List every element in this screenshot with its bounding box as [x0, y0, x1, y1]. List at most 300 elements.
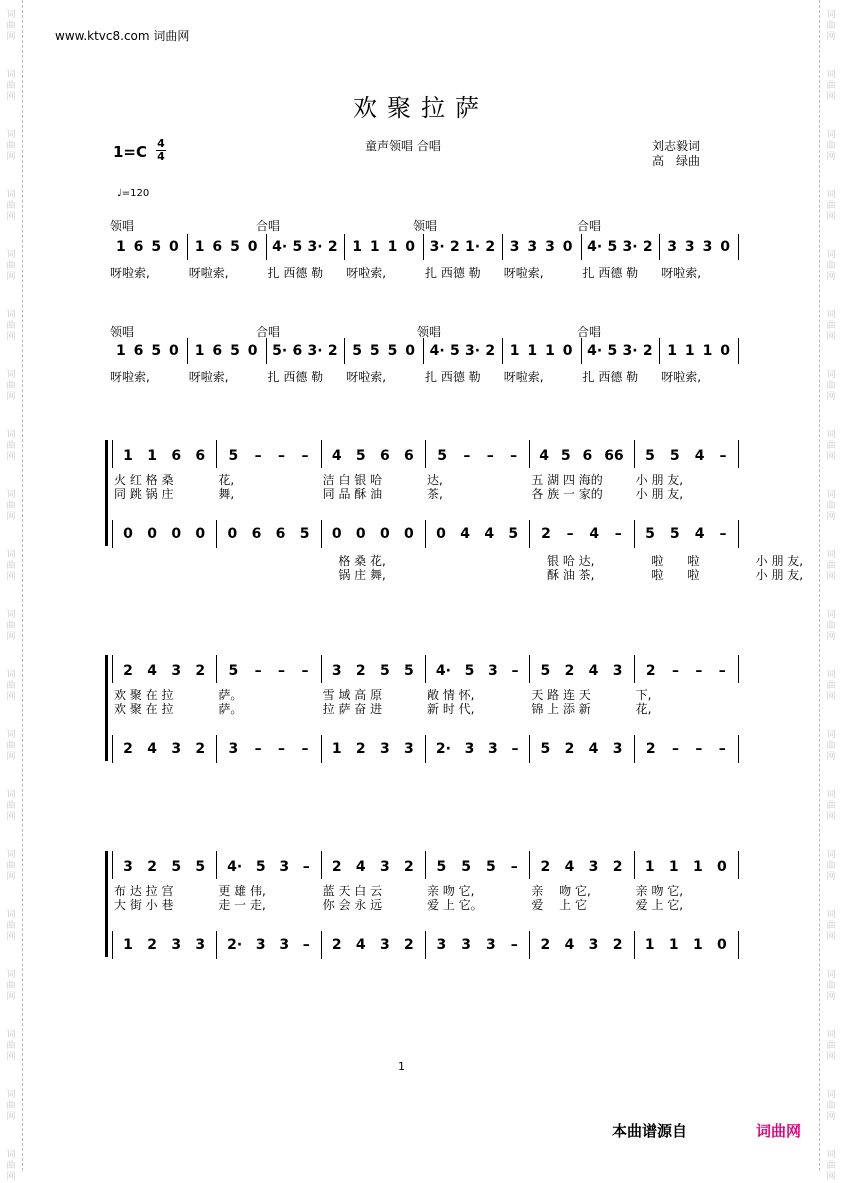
barline	[321, 735, 322, 763]
note: 1	[194, 239, 205, 255]
note: 2	[331, 937, 342, 953]
note: 0	[405, 239, 416, 255]
note: 4	[564, 859, 575, 875]
note: 3	[588, 859, 599, 875]
section-label: 合唱	[256, 325, 281, 339]
note: 0	[720, 239, 731, 255]
barline	[529, 931, 530, 959]
footer-source-site[interactable]: 词曲网	[756, 1122, 802, 1140]
barline	[425, 931, 426, 959]
lyric-segment: 呀啦索,	[188, 266, 229, 280]
measure	[220, 739, 316, 759]
note: 3	[509, 239, 520, 255]
note: 1	[194, 343, 205, 359]
note: 0	[379, 526, 390, 542]
watermark-glyphs: 词 曲 网	[826, 430, 836, 462]
note: 0	[404, 526, 414, 542]
note: 5	[540, 741, 551, 757]
note: 5	[508, 526, 519, 542]
key-signature: 1=C	[113, 143, 148, 161]
note: –	[302, 859, 310, 875]
note: 4·	[587, 343, 603, 359]
lyric-segment: 欢 聚 在 拉	[114, 688, 174, 702]
lyric-segment: 爱 上 它。	[427, 898, 483, 912]
note: 3	[612, 663, 623, 679]
note: 0	[169, 239, 179, 255]
note: 3	[436, 937, 447, 953]
barline	[738, 234, 739, 260]
lyric-segment: 小 朋 友,	[755, 554, 804, 568]
note: 6	[171, 448, 182, 464]
note: 1	[331, 741, 342, 757]
measure	[220, 935, 316, 955]
page-number: 1	[398, 1060, 405, 1073]
barline	[216, 440, 217, 468]
watermark-glyphs: 词 曲 网	[826, 370, 836, 402]
note: –	[302, 937, 310, 953]
watermark-glyphs: 词 曲 网	[6, 1150, 16, 1182]
measure	[638, 524, 734, 544]
measure	[220, 857, 316, 877]
barline	[216, 655, 217, 683]
lyric-segment: 你 会 永 远	[322, 898, 383, 912]
note: 4	[147, 663, 157, 679]
lyric-segment: 萨。	[218, 702, 243, 716]
lyric-segment: 呀啦索,	[110, 370, 150, 384]
watermark-glyphs: 词 曲 网	[826, 1090, 836, 1122]
watermark-glyphs: 词 曲 网	[826, 670, 836, 702]
barline	[529, 735, 530, 763]
lyric-segment: 呀啦索,	[346, 370, 387, 384]
measure	[220, 661, 316, 681]
watermark-glyphs: 词 曲 网	[6, 130, 16, 162]
note: 2	[645, 741, 656, 757]
measure	[533, 661, 629, 681]
lyric-segment: 酥 油 茶,	[547, 568, 595, 582]
note: 2	[485, 239, 496, 255]
note: 5	[228, 448, 239, 464]
note: 5	[607, 343, 618, 359]
lyric-segment: 啦 啦	[651, 554, 700, 568]
note: 3	[684, 239, 695, 255]
watermark-glyphs: 词 曲 网	[6, 10, 16, 42]
note: –	[278, 741, 286, 757]
barline	[634, 440, 635, 468]
note: 2	[327, 239, 338, 255]
note: –	[463, 448, 471, 464]
lyric-segment: 花,	[218, 473, 235, 487]
note: 66	[604, 448, 624, 464]
measure	[506, 341, 577, 361]
lyric-segment: 欢 聚 在 拉	[114, 702, 174, 716]
note: 5	[449, 343, 460, 359]
note: –	[278, 448, 286, 464]
measure	[638, 935, 734, 955]
note: 3	[486, 937, 496, 953]
lyric-segment: 雪 域 高 原	[322, 688, 383, 702]
lyric-segment: 各 族 一 家的	[531, 487, 603, 501]
lyric-segment: 呀啦索,	[661, 370, 702, 384]
note: 5·	[272, 343, 288, 359]
note: 5	[379, 663, 390, 679]
measure	[638, 857, 734, 877]
measure	[270, 237, 341, 257]
measure	[348, 237, 419, 257]
barline	[738, 851, 739, 879]
note: 3	[228, 741, 239, 757]
lyric-segment: 达,	[427, 473, 443, 487]
note: 0	[169, 343, 179, 359]
note: 2	[195, 741, 206, 757]
measure	[427, 237, 498, 257]
note: 6	[212, 343, 223, 359]
lyric-segment: 走 一 走,	[218, 898, 266, 912]
note: 3	[527, 239, 538, 255]
note: 1	[692, 859, 703, 875]
lyric-segment: 拉 萨 奋 进	[322, 702, 383, 716]
note: 3·	[429, 239, 445, 255]
section-label: 领唱	[110, 325, 135, 339]
note: 2	[540, 937, 551, 953]
note: 4	[355, 859, 366, 875]
lyric-segment: 呀啦索,	[661, 266, 702, 280]
measure	[638, 446, 734, 466]
lyric-segment: 萨。	[218, 688, 243, 702]
note: –	[719, 526, 727, 542]
tempo-marking: ♩=120	[117, 188, 150, 199]
measure	[429, 857, 525, 877]
note: 0	[720, 343, 731, 359]
note: 2·	[227, 937, 243, 953]
system-brace	[105, 655, 108, 761]
note: 1	[702, 343, 713, 359]
note: 1	[147, 448, 157, 464]
lyric-segment: 下,	[635, 688, 652, 702]
lyric-segment: 扎 西德 勒	[267, 370, 324, 384]
barline	[529, 851, 530, 879]
watermark-glyphs: 词 曲 网	[826, 70, 836, 102]
lyric-segment: 天 路 连 天	[531, 688, 591, 702]
section-label: 合唱	[577, 325, 602, 339]
lyric-segment: 呀啦索,	[188, 370, 229, 384]
measure	[533, 524, 629, 544]
barline	[344, 338, 345, 364]
lyric-segment: 小 朋 友,	[755, 568, 804, 582]
note: 3	[464, 741, 475, 757]
note: 4	[539, 448, 550, 464]
note: 4	[588, 741, 599, 757]
lyric-segment: 银 哈 达,	[547, 554, 595, 568]
note: 1	[644, 859, 655, 875]
note: 0	[331, 526, 342, 542]
measure	[116, 739, 212, 759]
note: 6	[212, 239, 223, 255]
note: 3	[667, 239, 677, 255]
note: 3	[279, 859, 290, 875]
note: 3·	[307, 239, 323, 255]
note: 1	[527, 343, 538, 359]
note: 6	[275, 526, 286, 542]
time-sig-top: 4	[157, 137, 165, 150]
measure	[270, 341, 341, 361]
barline	[634, 655, 635, 683]
note: 2	[612, 937, 623, 953]
note: –	[614, 526, 622, 542]
measure	[325, 524, 421, 544]
note: 5	[230, 343, 240, 359]
note: 2	[540, 859, 551, 875]
barline	[425, 520, 426, 548]
note: 5	[669, 526, 680, 542]
measure	[663, 237, 734, 257]
lyric-segment: 小 朋 友,	[635, 473, 684, 487]
note: 2	[612, 859, 623, 875]
lyric-segment: 扎 西德 勒	[267, 266, 324, 280]
lyric-segment: 扎 西德 勒	[582, 370, 639, 384]
note: –	[718, 663, 726, 679]
measure	[429, 524, 525, 544]
note: –	[511, 741, 519, 757]
barline	[529, 440, 530, 468]
note: 6	[582, 448, 593, 464]
note: –	[510, 448, 518, 464]
barline	[738, 735, 739, 763]
watermark-glyphs: 词 曲 网	[826, 550, 836, 582]
lyric-segment: 布 达 拉 宫	[114, 884, 174, 898]
note: 4·	[429, 343, 445, 359]
note: –	[254, 741, 262, 757]
note: 0	[717, 937, 727, 953]
note: 6	[404, 448, 414, 464]
note: 1	[684, 343, 695, 359]
note: 5	[151, 343, 162, 359]
watermark-glyphs: 词 曲 网	[6, 430, 16, 462]
barline	[216, 520, 217, 548]
watermark-glyphs: 词 曲 网	[826, 130, 836, 162]
barline	[425, 851, 426, 879]
note: 2	[541, 526, 551, 542]
watermark-glyphs: 词 曲 网	[6, 70, 16, 102]
note: 2	[195, 663, 206, 679]
note: 1	[668, 859, 679, 875]
barline	[738, 931, 739, 959]
lyric-segment: 扎 西德 勒	[425, 370, 481, 384]
watermark-glyphs: 词 曲 网	[826, 490, 836, 522]
measure	[533, 446, 629, 466]
note: 2	[485, 343, 496, 359]
note: 0	[562, 239, 573, 255]
header-site[interactable]: www.ktvc8.com 词曲网	[55, 29, 190, 43]
note: 3	[171, 741, 182, 757]
note: –	[301, 741, 309, 757]
note: 0	[247, 343, 258, 359]
note: 4	[564, 937, 575, 953]
barline	[216, 851, 217, 879]
note: 5	[607, 239, 618, 255]
note: 5	[369, 343, 380, 359]
measure	[116, 446, 212, 466]
measure	[348, 341, 419, 361]
barline	[581, 234, 582, 260]
barline	[634, 931, 635, 959]
barline	[634, 735, 635, 763]
barline	[266, 338, 267, 364]
note: 1	[352, 239, 362, 255]
note: 3	[702, 239, 713, 255]
barline	[502, 234, 503, 260]
measure	[325, 935, 421, 955]
barline	[425, 735, 426, 763]
note: –	[301, 448, 309, 464]
note: 0	[405, 343, 416, 359]
barline	[321, 440, 322, 468]
footer-source-label: 本曲谱源自	[612, 1122, 688, 1140]
note: 5	[560, 448, 571, 464]
note: 5	[299, 526, 310, 542]
measure	[112, 237, 183, 257]
measure	[533, 739, 629, 759]
section-label: 领唱	[413, 219, 438, 233]
note: –	[511, 663, 519, 679]
song-title: 欢聚拉萨	[353, 94, 489, 122]
measure	[325, 857, 421, 877]
note: 5	[540, 663, 551, 679]
barline	[187, 234, 188, 260]
note: 5	[255, 859, 266, 875]
note: 5	[387, 343, 398, 359]
watermark-glyphs: 词 曲 网	[6, 550, 16, 582]
barline	[112, 655, 113, 683]
note: 2	[355, 741, 366, 757]
note: 5	[355, 448, 366, 464]
note: –	[671, 741, 679, 757]
lyric-segment: 扎 西德 勒	[425, 266, 481, 280]
note: –	[695, 663, 703, 679]
measure	[429, 935, 525, 955]
lyric-segment: 茶,	[427, 487, 443, 501]
note: 1	[369, 239, 380, 255]
note: 2	[642, 343, 653, 359]
note: 5	[436, 859, 447, 875]
barline	[425, 655, 426, 683]
watermark-glyphs: 词 曲 网	[826, 10, 836, 42]
barline	[423, 234, 424, 260]
note: 4	[588, 663, 599, 679]
system-brace	[105, 851, 108, 957]
lyric-segment: 舞,	[218, 487, 235, 501]
note: 3	[379, 741, 390, 757]
note: –	[254, 663, 262, 679]
note: 6	[251, 526, 262, 542]
note: 1	[667, 343, 677, 359]
note: –	[566, 526, 574, 542]
barline	[321, 931, 322, 959]
note: 3	[171, 663, 182, 679]
note: 4	[460, 526, 470, 542]
note: 2	[404, 859, 414, 875]
note: 3	[379, 859, 390, 875]
note: 3·	[622, 343, 638, 359]
measure	[533, 935, 629, 955]
note: 0	[247, 239, 258, 255]
note: 3·	[465, 343, 481, 359]
watermark-glyphs: 词 曲 网	[6, 610, 16, 642]
note: 6	[133, 343, 144, 359]
lyric-segment: 亲 吻 它,	[531, 884, 591, 898]
note: 2	[642, 239, 653, 255]
lyric-segment: 同 跳 锅 庄	[114, 487, 174, 501]
note: –	[254, 448, 262, 464]
lyric-segment: 五 湖 四 海的	[531, 473, 603, 487]
measure	[585, 237, 656, 257]
watermark-glyphs: 词 曲 网	[6, 1030, 16, 1062]
barline	[738, 440, 739, 468]
note: –	[671, 663, 679, 679]
note: 4·	[587, 239, 603, 255]
note: 5	[645, 448, 655, 464]
measure	[429, 446, 525, 466]
measure	[116, 524, 212, 544]
measure	[429, 739, 525, 759]
note: 4	[694, 448, 705, 464]
section-label: 合唱	[256, 219, 281, 233]
note: 1	[387, 239, 398, 255]
note: 3	[545, 239, 555, 255]
note: 4	[694, 526, 705, 542]
watermark-glyphs: 词 曲 网	[6, 730, 16, 762]
watermark-glyphs: 词 曲 网	[6, 370, 16, 402]
measure	[427, 341, 498, 361]
note: –	[510, 859, 518, 875]
lyric-segment: 敞 情 怀,	[427, 688, 475, 702]
note: 1	[509, 343, 520, 359]
note: 2	[449, 239, 460, 255]
note: 0	[436, 526, 446, 542]
note: 4	[589, 526, 600, 542]
barline	[738, 655, 739, 683]
note: 6	[133, 239, 144, 255]
measure	[325, 661, 421, 681]
barline	[634, 520, 635, 548]
measure	[638, 739, 734, 759]
barline	[659, 234, 660, 260]
barline	[187, 338, 188, 364]
barline	[425, 440, 426, 468]
barline	[529, 520, 530, 548]
note: 1	[123, 448, 133, 464]
lyric-segment: 啦 啦	[651, 568, 700, 582]
note: –	[278, 663, 286, 679]
barline	[112, 440, 113, 468]
performance-note: 童声领唱 合唱	[365, 139, 441, 153]
note: 2	[147, 859, 157, 875]
time-sig-bottom: 4	[157, 150, 165, 163]
section-label: 领唱	[110, 219, 135, 233]
note: 3	[488, 663, 498, 679]
note: 5	[352, 343, 362, 359]
lyric-segment: 大 街 小 巷	[114, 898, 174, 912]
note: 5	[437, 448, 447, 464]
note: 0	[195, 526, 206, 542]
note: 2	[327, 343, 338, 359]
note: 4	[484, 526, 495, 542]
note: 2	[645, 663, 656, 679]
lyric-segment: 花,	[635, 702, 652, 716]
system-brace	[105, 440, 108, 546]
barline	[266, 234, 267, 260]
measure	[220, 524, 316, 544]
watermark-glyphs: 词 曲 网	[6, 490, 16, 522]
